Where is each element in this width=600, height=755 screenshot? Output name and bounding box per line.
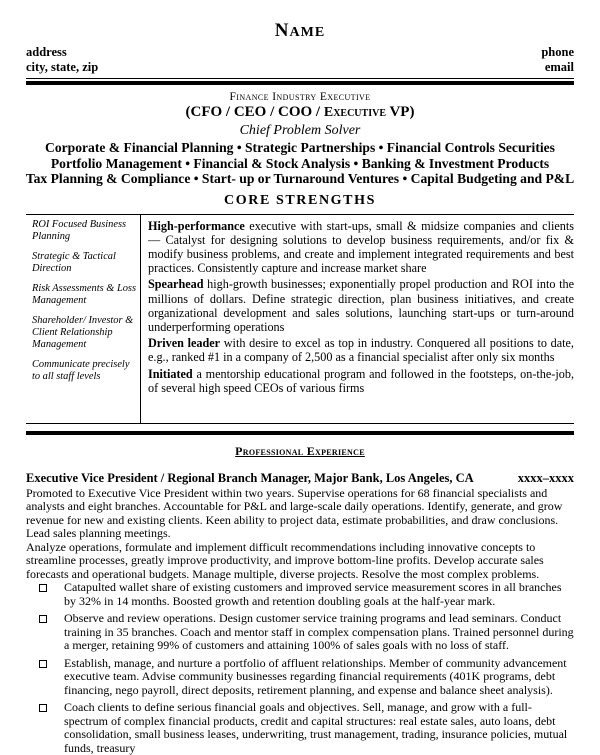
strength-text: executive with start-ups, small & midsize companies and clients — Catalyst for designing solutions to develop business requirements, and/or fix & modify business problems, and create and implement integrated requirements and best practices. Consistently capture and increase market share	[148, 219, 574, 276]
name-rest: AME	[290, 25, 326, 40]
job-paragraph-2: Analyze operations, formulate and implement difficult recommendations including innovative concepts to streamline processes, greatly improve productivity, and improve bottom-line profits. Develop accurate sales forecasts and operational budgets. Manage multiple, diverse projects. Resolve the most complex problems.	[26, 541, 574, 582]
strength-lead: Driven leader	[148, 336, 220, 350]
strength-lead: High-performance	[148, 219, 245, 233]
list-item	[26, 581, 574, 608]
strength-item: Strategic & Tactical Direction	[32, 251, 136, 276]
strength-item: Risk Assessments & Loss Management	[32, 283, 136, 308]
address-line-1: address	[26, 45, 98, 60]
strength-text: high-growth businesses; exponentially propel production and ROI into the millions of dollars. Define strategic direction, plan business initiatives, and create organizational development and sales solutions, launching start-ups or turn-around underperforming operations	[148, 277, 574, 334]
role-list	[0, 103, 600, 122]
role-executive: Executive	[324, 105, 386, 120]
professional-experience-title: Professional Experience	[0, 444, 600, 459]
list-item	[26, 612, 574, 653]
core-strengths-title: CORE STRENGTHS	[0, 193, 600, 209]
phone-email-block	[541, 45, 574, 75]
email: email	[541, 60, 574, 75]
strength-item: ROI Focused Business Planning	[32, 219, 136, 244]
strength-paragraph-4	[148, 367, 574, 395]
job-body	[26, 487, 574, 755]
keywords-line-1: Corporate & Financial Planning • Strategic Partnerships • Financial Controls Securities	[0, 140, 600, 156]
core-strengths-table	[26, 214, 574, 424]
section-rule	[26, 431, 574, 435]
subtitle: Chief Problem Solver	[0, 122, 600, 140]
address-line-2: city, state, zip	[26, 60, 98, 75]
list-item	[26, 657, 574, 698]
role-main: (CFO / CEO / COO /	[186, 104, 324, 120]
strength-text: a mentorship educational program and followed in the footsteps, on-the-job, of several high speed CEOs of various firms	[148, 367, 574, 395]
job-dates: xxxx–xxxx	[518, 471, 574, 486]
industry-title: Finance Industry Executive	[0, 91, 600, 103]
checkbox-bullet-icon	[39, 584, 47, 592]
keywords-line-3: Tax Planning & Compliance • Start- up or Turnaround Ventures • Capital Budgeting and P&L	[0, 171, 600, 187]
strength-paragraph-1	[148, 219, 574, 276]
strength-item: Shareholder/ Investor & Client Relationship Management	[32, 315, 136, 352]
strength-text: with desire to excel as top in industry. Conquered all positions to date, e.g., ranked #1 in a company of 2,500 as a financial specialist after only six months	[148, 336, 574, 364]
strength-item: Communicate precisely to all staff levels	[32, 359, 136, 384]
phone: phone	[541, 45, 574, 60]
candidate-name	[0, 0, 600, 42]
strength-lead: Initiated	[148, 367, 193, 381]
list-item-text: Catapulted wallet share of existing customers and improved service measurement scores in all branches by 32% in 14 months. Boosted growth and retention doubling goals at the half-year mark.	[64, 580, 562, 608]
list-item-text: Establish, manage, and nurture a portfolio of affluent relationships. Member of community advancement executive team. Advise community businesses regarding financial requirements (401K programs, debt financing, nego payroll, direct deposits, retirement planning, and expense and balance sheet analysis).	[64, 656, 567, 697]
job-paragraph-1: Promoted to Executive Vice President within two years. Supervise operations for 68 financial specialists and analysts and eight branches. Accountable for P&L and large-scale daily operations. Identify, generate, and grow revenue for new and existing clients. Keen ability to project data, estimate probabilities, and draw conclusions. Lead sales planning meetings.	[26, 487, 574, 541]
job-title: Executive Vice President / Regional Branch Manager, Major Bank, Los Angeles, CA	[26, 471, 474, 486]
name-initial: N	[275, 20, 290, 41]
headline-block	[0, 91, 600, 187]
strengths-right-column	[141, 215, 574, 423]
strengths-left-column	[26, 215, 141, 423]
checkbox-bullet-icon	[39, 660, 47, 668]
list-item-text: Observe and review operations. Design customer service training programs and lead seminars. Conduct training in 35 branches. Coach and mentor staff in complex compensation plans. Trained personnel during a merger, retaining 99% of customers and attaining 100% of sales goals with no loss of staff.	[64, 611, 574, 652]
role-end: VP)	[386, 104, 414, 120]
achievement-list	[26, 581, 574, 755]
keywords-line-2: Portfolio Management • Financial & Stock Analysis • Banking & Investment Products	[0, 156, 600, 172]
contact-block	[26, 45, 574, 75]
checkbox-bullet-icon	[39, 615, 47, 623]
list-item-text: Coach clients to define serious financial goals and objectives. Sell, manage, and grow with a full-spectrum of complex financial products, credit and capital structures: real estate sales, auto loans, debt consolidation, small business leases, underwriting, trust management, trading, insurance policies, mutual funds, treasury	[64, 700, 567, 755]
checkbox-bullet-icon	[39, 704, 47, 712]
header-rule-thin	[26, 78, 574, 79]
strength-paragraph-3	[148, 336, 574, 364]
list-item	[26, 701, 574, 755]
header-rule-thick	[26, 81, 574, 85]
strength-paragraph-2	[148, 277, 574, 334]
strength-lead: Spearhead	[148, 277, 204, 291]
job-header	[26, 471, 574, 486]
address-block	[26, 45, 98, 75]
